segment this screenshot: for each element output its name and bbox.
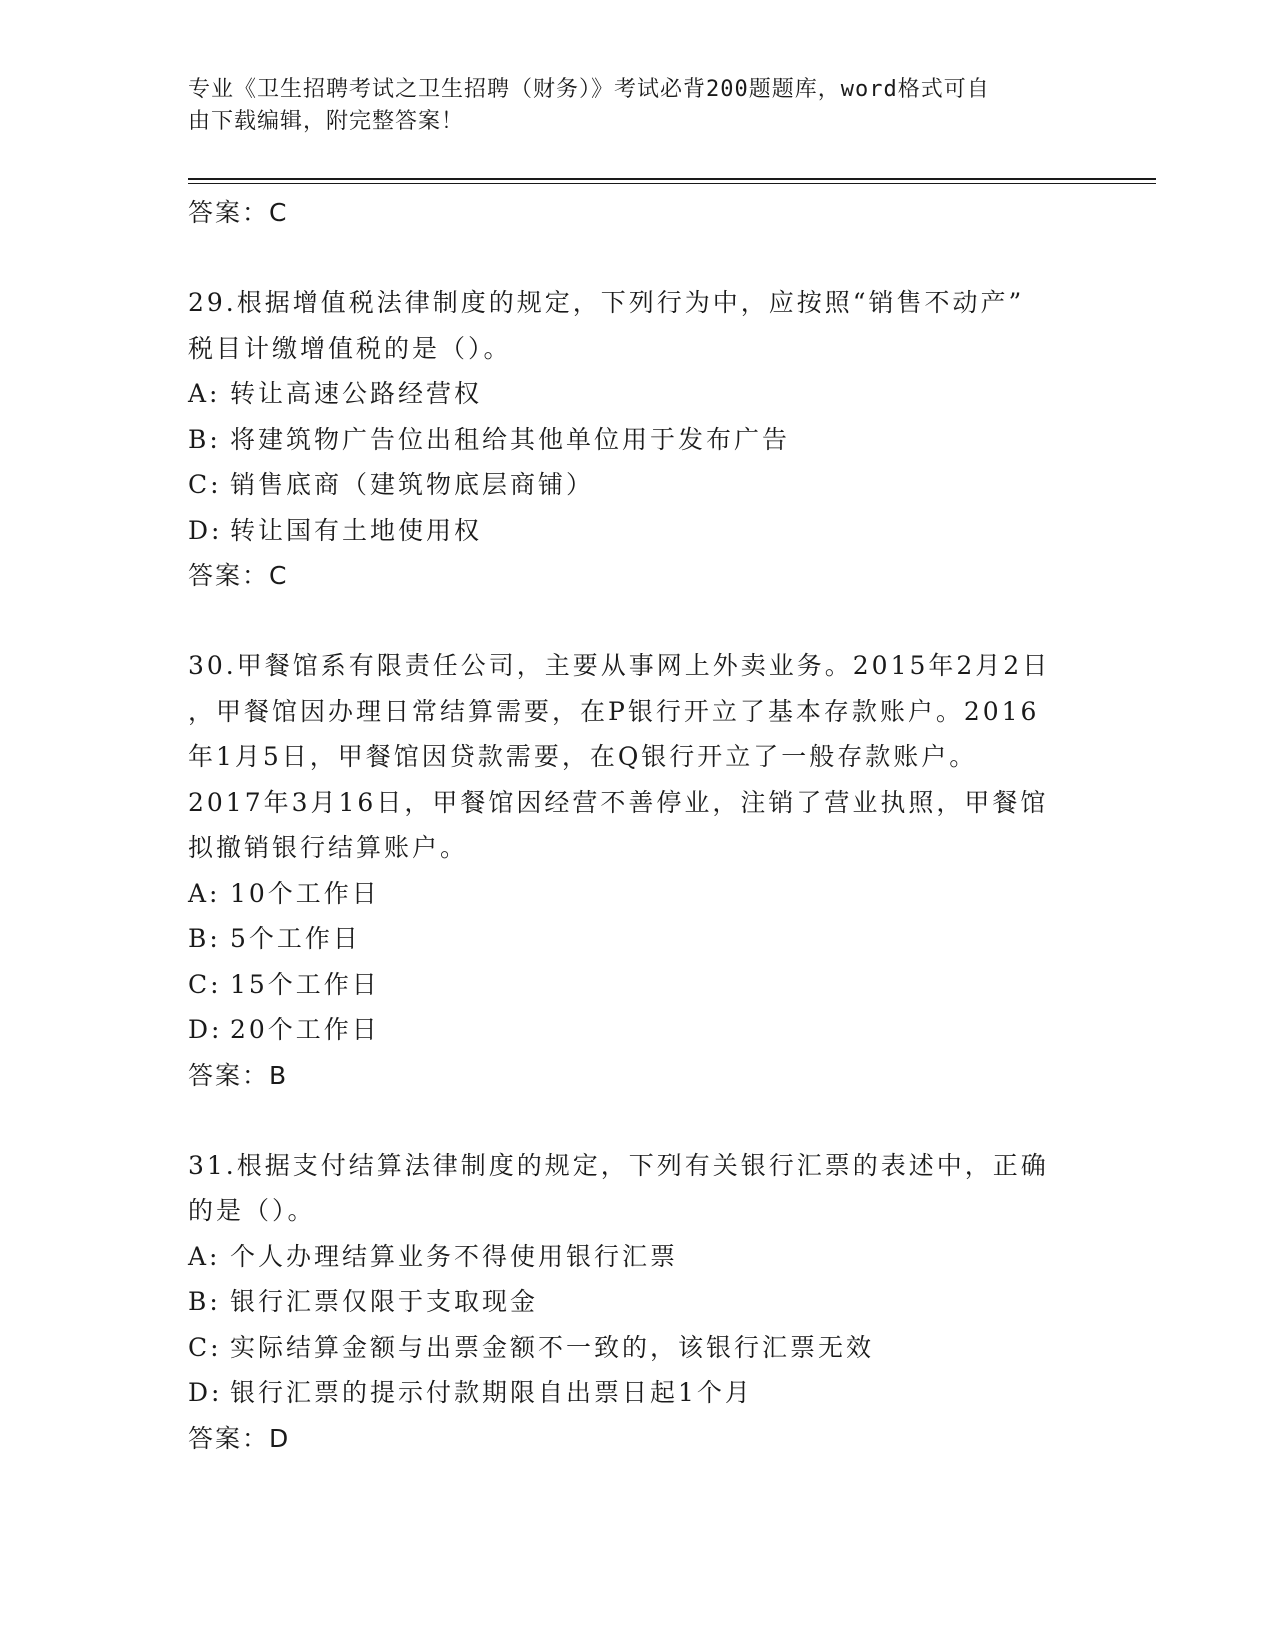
option-d	[188, 1007, 1078, 1053]
answer-line: 答案：D	[188, 1423, 291, 1453]
question-31	[188, 1143, 1078, 1462]
option-key: B:	[188, 1287, 221, 1316]
header-line-2: 由下载编辑，附完整答案！	[188, 109, 465, 134]
stem-line: 的是（）。	[188, 1196, 316, 1225]
option-key: A:	[188, 878, 221, 908]
stem-line: 年1月5日，甲餐馆因贷款需要，在Q银行开立了一般存款账户。	[188, 742, 978, 771]
header-divider-thick	[188, 178, 1156, 180]
stem-line: 29.根据增值税法律制度的规定，下列行为中，应按照“销售不动产”	[188, 288, 1025, 317]
option-text: 转让国有土地使用权	[230, 515, 483, 545]
option-key: D:	[188, 1378, 223, 1407]
option-d	[188, 1370, 1078, 1416]
stem-line: 30.甲餐馆系有限责任公司，主要从事网上外卖业务。2015年2月2日	[188, 651, 1051, 680]
option-b	[188, 1279, 1078, 1325]
header-line-1: 专业《卫生招聘考试之卫生招聘（财务）》考试必背200题题库，word格式可自	[188, 77, 990, 102]
question-stem	[188, 280, 1078, 371]
question-30	[188, 643, 1078, 1099]
question-stem	[188, 1143, 1078, 1234]
option-text: 15个工作日	[230, 969, 380, 999]
option-text: 销售底商（建筑物底层商铺）	[230, 470, 595, 499]
question-29	[188, 280, 1078, 599]
option-key: D:	[188, 515, 223, 545]
answer-line: 答案：B	[188, 1060, 289, 1090]
option-text: 个人办理结算业务不得使用银行汇票	[230, 1241, 679, 1271]
option-c	[188, 462, 1078, 508]
option-b	[188, 916, 1078, 962]
answer-line: 答案：C	[188, 561, 289, 590]
stem-line: 2017年3月16日，甲餐馆因经营不善停业，注销了营业执照，甲餐馆	[188, 787, 1049, 817]
stem-line: ，甲餐馆因办理日常结算需要，在P银行开立了基本存款账户。2016	[188, 696, 1040, 726]
option-key: B:	[188, 424, 221, 454]
option-c	[188, 1325, 1078, 1371]
option-key: D:	[188, 1015, 223, 1044]
option-key: C:	[188, 470, 222, 499]
question-stem	[188, 643, 1078, 871]
option-key: B:	[188, 924, 221, 953]
option-d	[188, 508, 1078, 554]
option-c	[188, 962, 1078, 1008]
document-header	[188, 74, 1068, 138]
option-text: 5个工作日	[230, 924, 361, 953]
option-a	[188, 871, 1078, 917]
stem-line: 税目计缴增值税的是（）。	[188, 333, 512, 363]
stem-line: 31.根据支付结算法律制度的规定，下列有关银行汇票的表述中，正确	[188, 1150, 1049, 1180]
option-key: A:	[188, 1241, 221, 1271]
option-text: 银行汇票仅限于支取现金	[230, 1287, 539, 1316]
header-divider-thin	[188, 183, 1156, 184]
option-key: C:	[188, 1332, 222, 1362]
option-text: 实际结算金额与出票金额不一致的，该银行汇票无效	[230, 1332, 875, 1362]
stem-line: 拟撤销银行结算账户。	[188, 833, 469, 862]
option-text: 10个工作日	[230, 878, 380, 908]
option-a	[188, 371, 1078, 417]
option-key: C:	[188, 969, 222, 999]
question-list	[188, 190, 1078, 1462]
option-a	[188, 1234, 1078, 1280]
option-text: 银行汇票的提示付款期限自出票日起1个月	[230, 1378, 753, 1407]
option-text: 20个工作日	[230, 1015, 380, 1044]
option-key: A:	[188, 379, 221, 408]
answer-line: 答案：C	[188, 198, 289, 227]
option-b	[188, 417, 1078, 463]
option-text: 转让高速公路经营权	[230, 379, 483, 408]
option-text: 将建筑物广告位出租给其他单位用于发布广告	[230, 424, 791, 454]
